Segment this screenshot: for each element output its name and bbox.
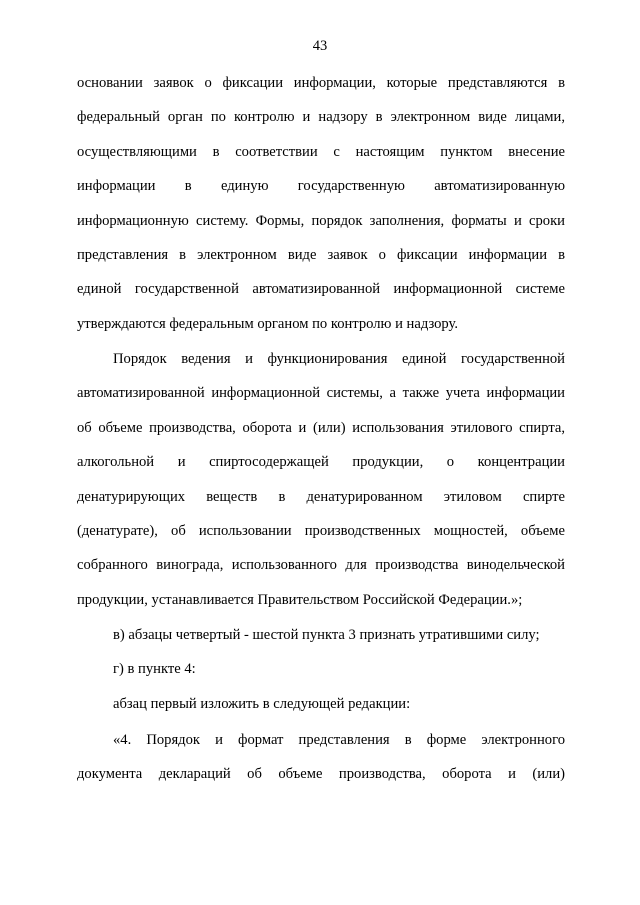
paragraph-line: об объеме производства, оборота и (или) использования этилового спирта, — [77, 419, 565, 436]
paragraph-line: автоматизированной информационной системы, а также учета информации — [77, 385, 565, 402]
paragraph-line: алкогольной и спиртосодержащей продукции, о концентрации — [77, 454, 565, 471]
item-g: г) в пункте 4: — [113, 661, 196, 677]
item-v: в) абзацы четвертый - шестой пункта 3 признать утратившими силу; — [113, 627, 540, 643]
paragraph-line: информационную систему. Формы, порядок заполнения, форматы и сроки — [77, 212, 565, 229]
paragraph-line: основании заявок о фиксации информации, которые представляются в — [77, 75, 565, 91]
item-abzac: абзац первый изложить в следующей редакции: — [113, 696, 411, 712]
paragraph-line: информации в единую государственную автоматизированную — [77, 178, 565, 195]
paragraph-line: документа деклараций об объеме производства, оборота и (или) — [77, 766, 565, 783]
paragraph-line: (денатурате), об использовании производственных мощностей, объеме — [77, 522, 565, 539]
paragraph-2 — [77, 342, 565, 617]
paragraph-line: Порядок ведения и функционирования единой государственной — [113, 351, 565, 367]
paragraph-line: представления в электронном виде заявок о фиксации информации в — [77, 246, 565, 263]
paragraph-line: собранного винограда, использованного для производства винодельческой — [77, 557, 565, 574]
paragraph-line: денатурирующих веществ в денатурированном этиловом спирте — [77, 488, 565, 505]
paragraph-line: продукции, устанавливается Правительством Российской Федерации.»; — [77, 591, 523, 608]
paragraph-line: утверждаются федеральным органом по контролю и надзору. — [77, 315, 459, 332]
page-number: 43 — [312, 38, 328, 54]
paragraph-line: осуществляющими в соответствии с настоящим пунктом внесение — [77, 143, 565, 160]
paragraph-line: единой государственной автоматизированной информационной системе — [77, 281, 565, 298]
paragraph-3 — [77, 723, 565, 792]
paragraph-line: «4. Порядок и формат представления в форме электронного — [113, 732, 565, 748]
paragraph-1 — [77, 66, 565, 341]
paragraph-line: федеральный орган по контролю и надзору в электронном виде лицами, — [77, 109, 565, 126]
